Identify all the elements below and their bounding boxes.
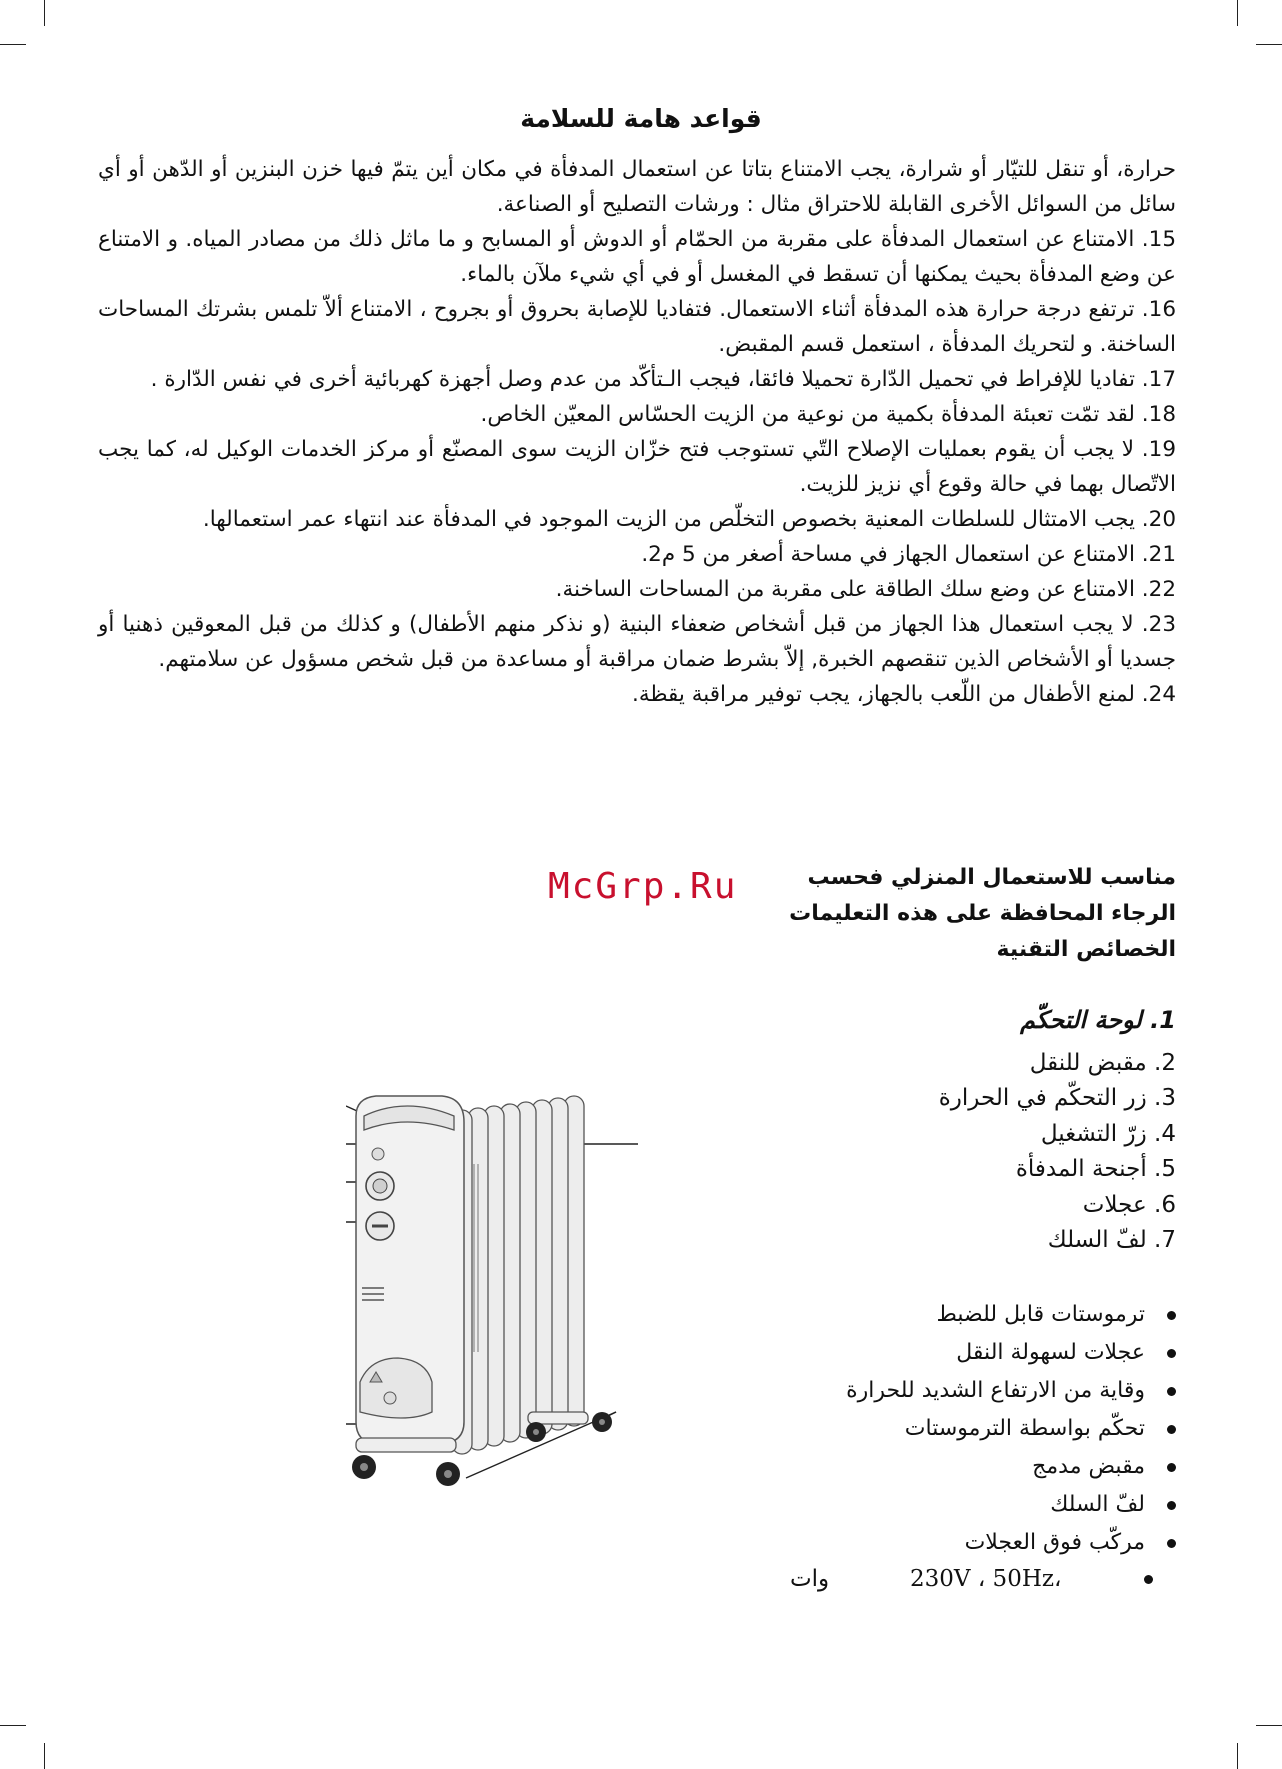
paragraph: 15. الامتناع عن استعمال المدفأة على مقربة من الحمّام أو الدوش أو المسابح و ما ماثل ذلك من مصادر المياه. و الامتناع عن وضع المدفأة بحيث يمكنها أن تسقط في المغسل أو في أي شيء ملآن بالماء. [98, 227, 1176, 287]
part-item: 6. عجلات [1082, 1191, 1176, 1218]
bullet-icon [1167, 1539, 1176, 1548]
crop-mark [1237, 1743, 1238, 1769]
paragraph: 22. الامتناع عن وضع سلك الطاقة على مقربة من المساحات الساخنة. [555, 577, 1176, 602]
parts-list [776, 1046, 1176, 1258]
section-title: الخصائص التقنية [996, 937, 1176, 962]
spec-values: 230V ، 50Hz، [910, 1566, 1062, 1592]
spec-unit: وات [790, 1566, 830, 1592]
paragraph: 16. ترتفع درجة حرارة هذه المدفأة أثناء الاستعمال. فتفاديا للإصابة بحروق أو بجروح ، الامتناع ألاّ تلمس بشرتك المساحات الساخنة. و لتحريك المدفأة ، استعمل قسم المقبض. [98, 297, 1176, 357]
crop-mark [44, 1743, 45, 1769]
section-title: الرجاء المحافظة على هذه التعليمات [789, 901, 1176, 926]
paragraph: 20. يجب الامتثال للسلطات المعنية بخصوص التخلّص من الزيت الموجود في المدفأة عند انتهاء عمر استعمالها. [202, 507, 1176, 532]
feature-label: عجلات لسهولة النقل [956, 1340, 1145, 1365]
bullet-icon [1167, 1463, 1176, 1472]
safety-rules-text [98, 152, 1176, 712]
crop-mark [0, 1725, 26, 1726]
section-title: مناسب للاستعمال المنزلي فحسب [807, 865, 1176, 890]
crop-mark [1237, 0, 1238, 26]
parts-heading: 1. لوحة التحكّم [1020, 1006, 1176, 1034]
feature-item [576, 1410, 1176, 1448]
feature-label: وقاية من الارتفاع الشديد للحرارة [846, 1378, 1145, 1403]
crop-mark [0, 44, 26, 45]
feature-label: مركّب فوق العجلات [964, 1530, 1145, 1555]
paragraph: 23. لا يجب استعمال هذا الجهاز من قبل أشخاص ضعفاء البنية (و نذكر منهم الأطفال) و كذلك من قبل المعوقين ذهنيا أو جسديا أو الأشخاص الذين تنقصهم الخبرة, إلاّ بشرط ضمان مراقبة أو مساعدة من قبل شخص مسؤول عن سلامتهم. [98, 612, 1176, 672]
bullet-icon [1167, 1349, 1176, 1358]
feature-item [576, 1448, 1176, 1486]
features-list [576, 1296, 1176, 1562]
oil-heater-illustration [346, 1082, 646, 1502]
paragraph: حرارة، أو تنقل للتيّار أو شرارة، يجب الامتناع بتاتا عن استعمال المدفأة في مكان أين يتمّ فيها خزن البنزين أو الدّهن أو أي سائل من السوائل الأخرى القابلة للاحتراق مثال : ورشات التصليح أو الصناعة. [98, 157, 1176, 217]
bullet-icon [1167, 1501, 1176, 1510]
feature-item [576, 1524, 1176, 1562]
heater-fins [452, 1096, 584, 1454]
feature-label: مقبض مدمج [1032, 1454, 1145, 1479]
indicator-light [372, 1148, 384, 1160]
paragraph: 24. لمنع الأطفال من اللّعب بالجهاز، يجب توفير مراقبة يقظة. [632, 682, 1176, 707]
part-item: 2. مقبض للنقل [1029, 1050, 1176, 1076]
crop-mark [1256, 44, 1282, 45]
feature-label: ترموستات قابل للضبط [936, 1302, 1145, 1327]
paragraph: 18. لقد تمّت تعبئة المدفأة بكمية من نوعية من الزيت الحسّاس المعيّن الخاص. [480, 402, 1176, 427]
crop-mark [44, 0, 45, 26]
watermark-text: McGrp.Ru [548, 866, 738, 907]
paragraph: 21. الامتناع عن استعمال الجهاز في مساحة أصغر من 5 م2. [641, 542, 1176, 567]
part-item: 3. زر التحكّم في الحرارة [938, 1085, 1176, 1112]
feature-item [576, 1372, 1176, 1410]
part-item: 4. زرّ التشغيل [1040, 1120, 1176, 1147]
feature-label: لفّ السلك [1050, 1492, 1145, 1517]
part-item: 7. لفّ السلك [1047, 1227, 1176, 1254]
crop-mark [1256, 1725, 1282, 1726]
bullet-icon [1167, 1425, 1176, 1434]
section-titles [756, 860, 1176, 968]
bullet-icon [1167, 1387, 1176, 1396]
paragraph: 19. لا يجب أن يقوم بعمليات الإصلاح التّي تستوجب فتح خزّان الزيت سوى المصنّع أو مركز الخدمات الوكيل له، كما يجب الاتّصال بهما في حالة وقوع أي نزيز للزيت. [98, 437, 1176, 497]
power-spec [790, 1566, 1182, 1592]
feature-item [576, 1296, 1176, 1334]
paragraph: 17. تفاديا للإفراط في تحميل الدّارة تحميلا فائقا، فيجب الـتأكّد من عدم وصل أجهزة كهربائية أخرى في نفس الدّارة . [150, 367, 1176, 392]
page-title: قواعد هامة للسلامة [520, 104, 762, 133]
bullet-icon [1144, 1575, 1153, 1584]
bullet-icon [1167, 1311, 1176, 1320]
feature-label: تحكّم بواسطة الترموستات [904, 1416, 1145, 1441]
part-item: 5. أجنحة المدفأة [1015, 1156, 1176, 1183]
cord-wrap [360, 1358, 432, 1418]
feature-item [576, 1334, 1176, 1372]
feature-item [576, 1486, 1176, 1524]
